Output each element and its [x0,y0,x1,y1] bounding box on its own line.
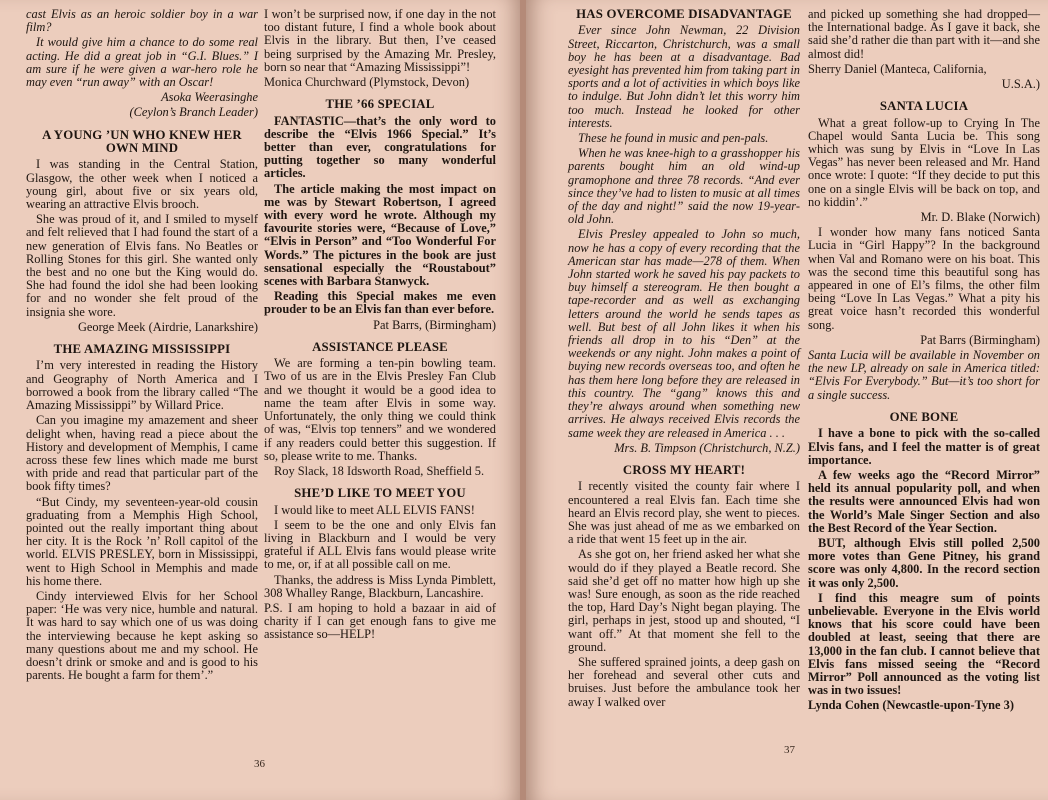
letter-heading: CROSS MY HEART! [622,462,746,477]
letter-text: I wonder how many fans noticed Santa Lucia in “Girl Happy”? In the background when Val and Romano were on his boat. This was the second time this beautiful song has appeared in one of El’s films, the other film being “Love In Las Vegas.” What a pity his great voice hasn’t recorded this wonderful song. [808,225,1040,332]
letter-signature: Lynda Cohen (Newcastle-upon-Tyne 3) [808,698,1014,713]
letter-signature: Mrs. B. Timpson (Christchurch, N.Z.) [614,440,800,455]
left-page-column-2 [264,8,496,644]
letter-text: We are forming a ten-pin bowling team. Two of us are in the Elvis Presley Fan Club and we thought it would be a good idea to name the team after Elvis in some way. Unfortunately, the only thing we could think of was, “Elvis top tenners” and we wondered if any readers could better this suggestion. If so, please write to me. Thanks. [264,356,496,463]
letter-text: I seem to be the one and only Elvis fan living in Blackburn and I would be very grateful if ALL Elvis fans would please write to me, or, if at all possible call on me. [264,517,496,572]
letter-text: BUT, although Elvis still polled 2,500 more votes than Gene Pitney, his grand score was only 4,800. In the record section it was only 2,500. [808,535,1040,590]
letter-signature: U.S.A.) [1001,77,1040,92]
letter-text: I won’t be surprised now, if one day in the not too distant future, I find a whole book about Elvis in the library. But then, I’ve ceased being surprised by the Amazing Mr. Presley, born so near that “Amazing Mississippi”! [264,7,496,74]
page-number: 37 [784,744,795,756]
letter-text: I recently visited the county fair where I encountered a real Elvis fan. Each time she heard an Elvis record play, she went to pieces. She was just ahead of me as we embarked on a ride that went 15 feet up in the air. [568,479,800,547]
letter-text: She was proud of it, and I smiled to myself and felt relieved that I had found the start of a new generation of Elvis fans. No Beatles or Rolling Stones for this girl. She wanted only the best and no one but the King would do. She had found the idol she had been looking for and no wonder she felt proud of the insignia she wore. [26,212,258,319]
letter-signature: Pat Barrs (Birmingham) [920,332,1040,347]
letter-text: When he was knee-high to a grasshopper his parents bought him an old wind-up gramophone and three 78 records. “And ever since they’ve had to listen to music at all times of the day and night!” said the now 19-year-old John. [568,146,800,227]
letter-text: It would give him a chance to do some real acting. He did a great job in “G.I. Blues.” I am sure if he were given a war-hero role he may even “run away” with an Oscar! [26,35,258,90]
left-page [0,0,522,800]
letter-text: Cindy interviewed Elvis for her School paper: ‘He was very nice, humble and natural. It was hard to say which one of us was doing the interviewing because he kept asking so many questions about me and my school. He doesn’t drink or smoke and and is good to his parents. He bought a farm for them’.” [26,588,258,683]
letter-signature: George Meek (Airdrie, Lanarkshire) [77,319,258,334]
right-page [526,0,1048,800]
left-page-column-1 [26,8,258,684]
letter-text: I have a bone to pick with the so-called Elvis fans, and I feel the matter is of great importance. [808,426,1040,467]
right-page-column-2 [808,8,1040,715]
letter-text: The article making the most impact on me was by Stewart Robertson, I agreed with every word he wrote. Although my favourite stories were, “Because of Love,” “Elvis in Person” and “Too Wonderful For Words.” The pictures in the book are just sensational especially the “Roustabout” scenes with Barbara Stanwyck. [264,181,496,289]
letter-heading: ONE BONE [889,409,959,424]
letter-text: Elvis Presley appealed to John so much, now he has a copy of every recording that the American star has made—278 of them. When John started work he saved his pay packets to buy himself a stereogram. He then bought a tape-recorder and as well as exchanging letters around the world he sends tapes as well. But best of all John likes it when his friends all drop in to his “Den” at the weekends or any night. John makes a point of buying new records overseas too, and often he has them here long before they are released in this country. The “gang” knows this and they’re always around when something new arrives. He always received Elvis records the same week they are released in America . . . [568,227,800,440]
letter-heading: HAS OVERCOME DISADVANTAGE [576,7,792,21]
letter-signature: Sherry Daniel (Manteca, California, [808,61,987,76]
letter-text: What a great follow-up to Crying In The Chapel would Santa Lucia be. This song which was sung by Elvis in “Love In Las Vegas” has never been released and Mr. Hand once wrote: I quote: “If they decide to put this one on a single Elvis will be back on top, and no kiddin’.” [808,115,1040,209]
letter-text: As she got on, her friend asked her what she would do if they played a Beatle record. She said she’d get off no matter how high up she was! Sure enough, as soon as the ride reached the top, Hard Day’s Night began playing. The girl, perhaps in jest, stood up and shouted, “I want off.” At that moment she fell to the ground. [568,547,800,654]
letter-signature: Roy Slack, 18 Idsworth Road, Sheffield 5. [274,463,485,478]
letter-signature: (Ceylon’s Branch Leader) [129,105,258,120]
letter-text: I’m very interested in reading the History and Geography of North America and I borrowed a book from the library called “The Amazing Mississippi” by Willard Price. [26,358,258,413]
letter-text: “But Cindy, my seventeen-year-old cousin graduating from a Memphis High School, pointed out the really important thing about her city. It is the Rock ’n’ Roll capitol of the world. ELVIS PRESLEY, born in Mississippi, went to High School in Memphis and made his home there. [26,494,258,588]
letter-text: I would like to meet ALL ELVIS FANS! [274,502,475,517]
letter-heading: SHE’D LIKE TO MEET YOU [294,486,466,501]
letter-text: Ever since John Newman, 22 Division Street, Riccarton, Christchurch, was a small boy he has been at a disadvantage. Bad eyesight has prevented him from taking part in sports and a lot of activities in which boys like to indulge. But John didn’t let this worry him too much. Instead he looked for other interests. [568,23,800,130]
letter-heading: A YOUNG ’UN WHO KNEW HER OWN MIND [42,127,242,156]
letter-text: I find this meagre sum of points unbelievable. Everyone in the Elvis world knows that his score could have been doubled at least, seeing that there are 13,000 in the fan club. I cannot believe that Elvis fans missed seeing the “Record Mirror” Poll announced as the voting list was in two issues! [808,590,1040,698]
letter-text: A few weeks ago the “Record Mirror” held its annual popularity poll, and when the results were announced Elvis had won the World’s Male Singer Section and also the Best Record of the Year Section. [808,467,1040,535]
letter-heading: THE AMAZING MISSISSIPPI [53,342,231,357]
letter-text: FANTASTIC—that’s the only word to describe the “Elvis 1966 Special.” It’s better than ever, congratulations for putting together so many wonderful articles. [264,113,496,181]
letter-text: Thanks, the address is Miss Lynda Pimblett, 308 Whalley Range, Blackburn, Lancashire. [264,572,496,600]
letter-signature: Asoka Weerasinghe [161,90,258,105]
letter-text: and picked up something she had dropped—the International badge. As I gave it back, she said she’d rather die than part with it—and she almost did! [808,7,1040,61]
letter-heading: SANTA LUCIA [879,99,969,114]
letter-signature: Monica Churchward (Plymstock, Devon) [264,75,470,90]
letter-text: She suffered sprained joints, a deep gash on her forehead and several other cuts and bruises. Just before the ambulance took her away I walked over [568,654,800,709]
editor-note: Santa Lucia will be available in November on the new LP, already on sale in America titled: “Elvis For Everybody.” But—it’s too short for a single success. [808,348,1040,402]
page-number: 36 [254,758,265,770]
letter-text: I was standing in the Central Station, Glasgow, the other week when I noticed a young girl, about five or six years old, wearing an attractive Elvis brooch. [26,157,258,212]
letter-signature: Pat Barrs, (Birmingham) [373,317,496,332]
letter-text: P.S. I am hoping to hold a bazaar in aid of charity if I can get enough fans to give me assistance so—HELP! [264,600,496,642]
letter-text: Can you imagine my amazement and sheer delight when, having read a piece about the History and development of Memphis, I came across these few lines which made me burst with pride and read that particular part of the book fifty times? [26,413,258,494]
letter-heading: ASSISTANCE PLEASE [312,339,448,354]
letter-text: These he found in music and pen-pals. [578,131,769,146]
letter-heading: THE ’66 SPECIAL [325,97,435,112]
letter-text: cast Elvis as an heroic soldier boy in a war film? [26,7,258,35]
letter-text: Reading this Special makes me even prouder to be an Elvis fan than ever before. [264,289,496,317]
letter-signature: Mr. D. Blake (Norwich) [920,210,1040,225]
right-page-column-1 [568,8,800,711]
